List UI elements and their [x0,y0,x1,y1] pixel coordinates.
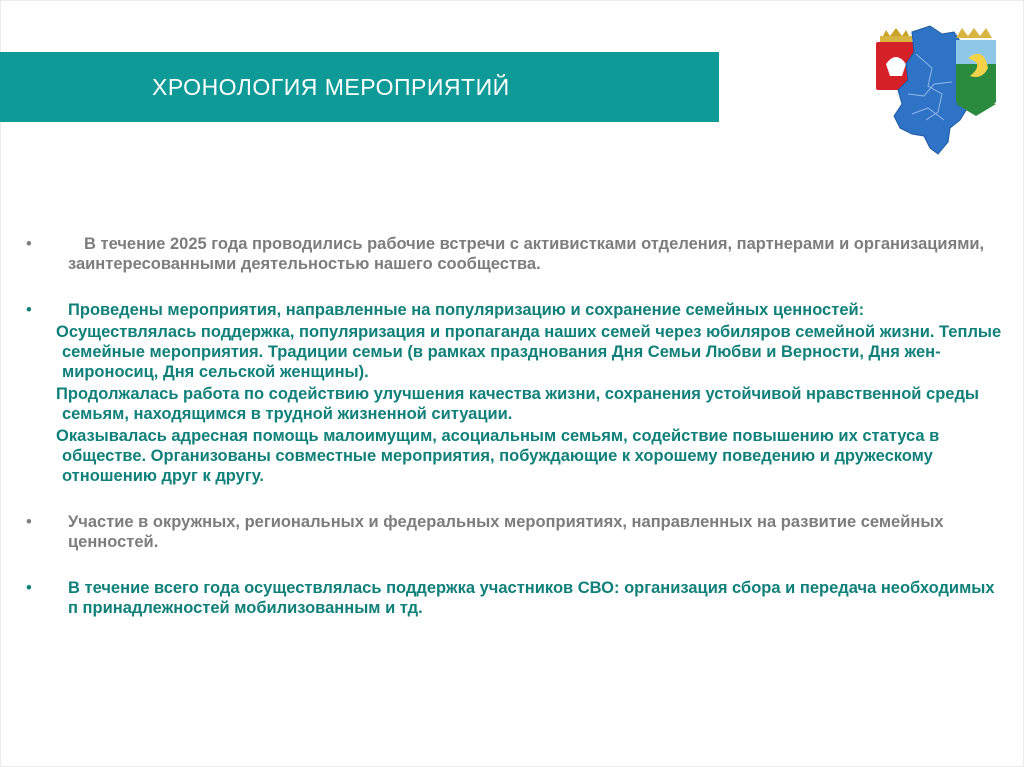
region-map-emblem-icon [872,24,1000,160]
bullet-text: Участие в окружных, региональных и федеральных мероприятиях, направленных на развитие семейных ценностей. [68,513,944,551]
bullet-icon: • [26,579,32,597]
bullet-text: Проведены мероприятия, направленные на популяризацию и сохранение семейных ценностей: [68,301,865,319]
title-bar [0,52,719,122]
bullet-text: В течение 2025 года проводились рабочие встречи с активистками отделения, партнерами и организациями, заинтересованными деятельностью нашего сообщества. [68,235,985,273]
bullet-icon: • [26,513,32,531]
sub-item: Продолжалась работа по содействию улучшения качества жизни, сохранения устойчивой нравственной среды семьям, находящимся в трудной жизненной ситуации. [56,385,980,423]
sub-item: Осуществлялась поддержка, популяризация и пропаганда наших семей через юбиляров семейной жизни. Теплые семейные мероприятия. Традиции семьи (в рамках празднования Дня Семьи Любви и Верности, Дня жен-мироносиц, Дня сельской женщины). [56,323,1002,381]
bullet-list [26,234,1006,618]
slide-title: ХРОНОЛОГИЯ МЕРОПРИЯТИЙ [152,74,510,100]
list-item [26,578,1006,618]
list-item [26,512,1006,552]
list-item [26,300,1006,320]
list-item [26,234,1006,274]
sub-item: Оказывалась адресная помощь малоимущим, асоциальным семьям, содействие повышению их статуса в обществе. Организованы совместные мероприятия, побуждающие к хорошему поведению и дружескому отношению друг к другу. [56,427,940,485]
bullet-text: В течение всего года осуществлялась поддержка участников СВО: организация сбора и передача необходимых п принадлежностей мобилизованным и тд. [68,579,995,617]
bullet-icon: • [26,301,32,319]
bullet-icon: • [26,235,32,253]
